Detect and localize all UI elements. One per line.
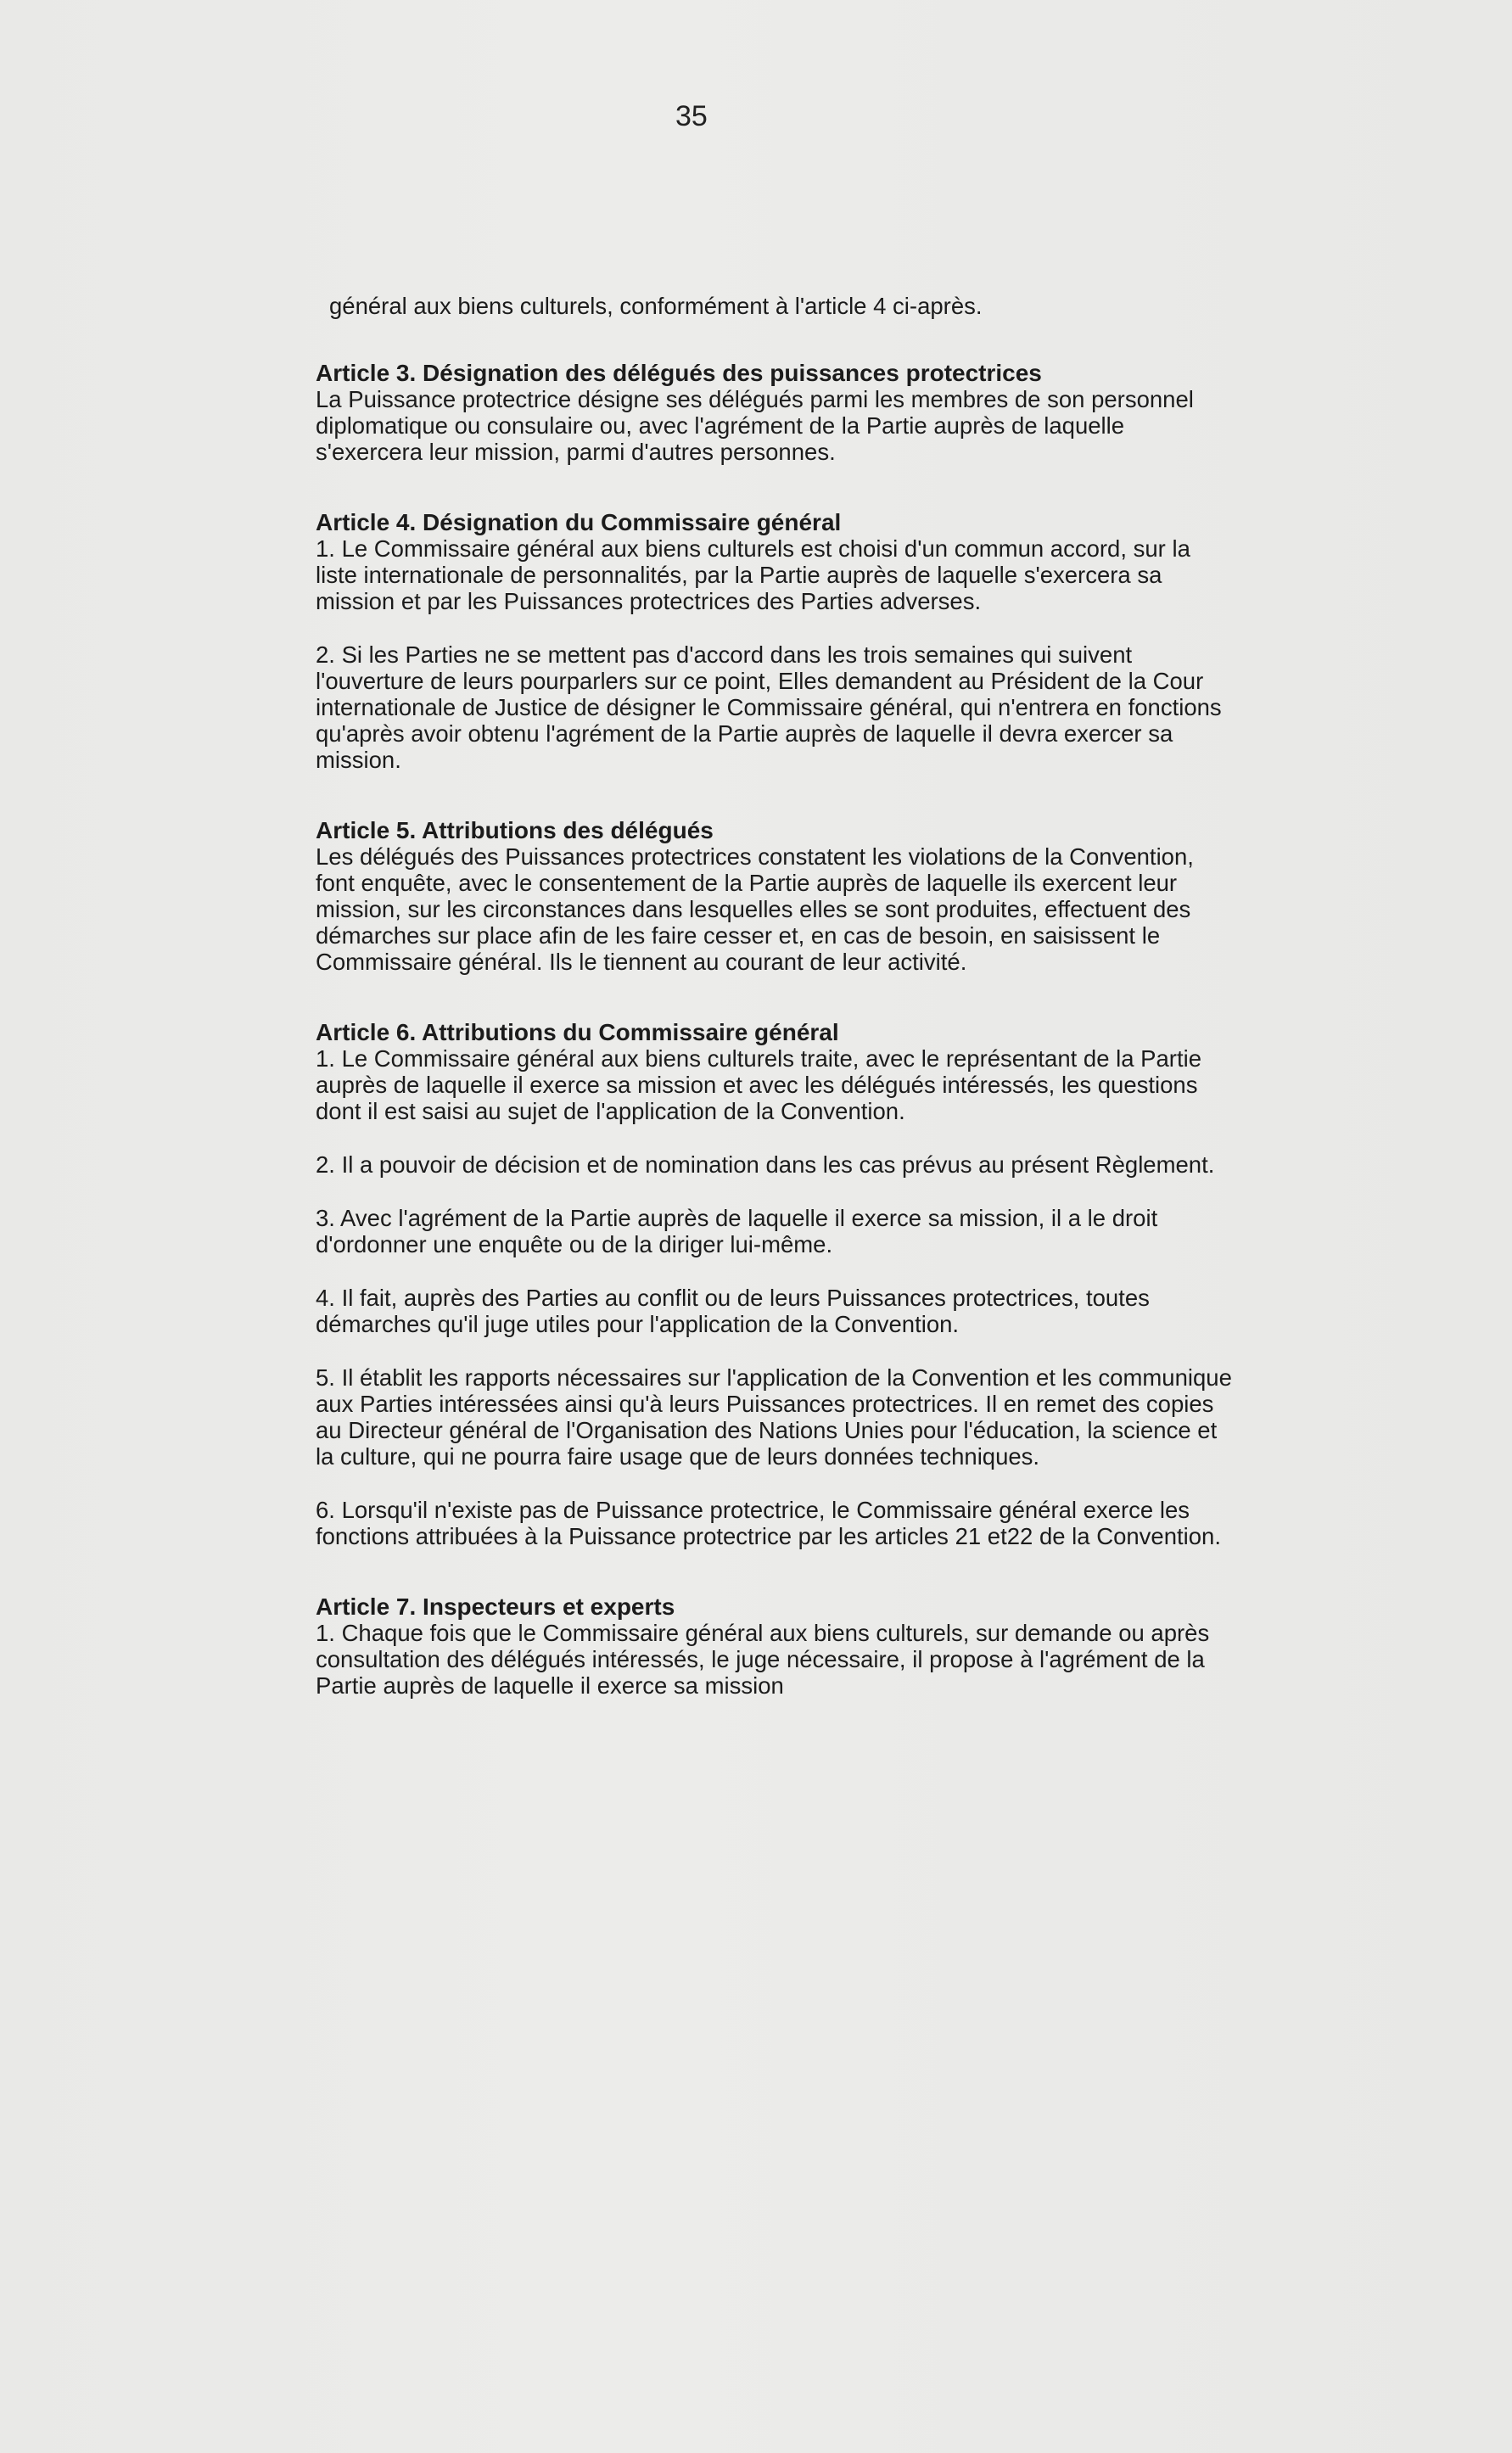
article-heading: Article 3. Désignation des délégués des puissances protectrices bbox=[316, 360, 1042, 386]
article-paragraph: Les délégués des Puissances protectrices constatent les violations de la Convention, font enquête, avec le consentement de la Partie auprès de laquelle ils exercent leur mission, sur les circonstances dans lesquelles elles se sont produites, effectuent des démarches sur place afin de les faire cesser et, en cas de besoin, en saisissent le Commissaire général. Ils le tiennent au courant de leur activité. bbox=[316, 843, 1194, 975]
article-6 bbox=[316, 1019, 1232, 1549]
document-body bbox=[316, 293, 1232, 1743]
article-3 bbox=[316, 360, 1232, 465]
intro-text: général aux biens culturels, conformément à l'article 4 ci-après. bbox=[329, 293, 983, 319]
article-paragraph: 4. Il fait, auprès des Parties au conflit ou de leurs Puissances protectrices, toutes démarches qu'il juge utiles pour l'application de la Convention. bbox=[316, 1285, 1150, 1337]
article-paragraph: 5. Il établit les rapports nécessaires sur l'application de la Convention et les communique aux Parties intéressées ainsi qu'à leurs Puissances protectrices. Il en remet des copies au Directeur général de l'Organisation des Nations Unies pour l'éducation, la science et la culture, qui ne pourra faire usage que de leurs données techniques. bbox=[316, 1364, 1232, 1470]
article-paragraph: 1. Le Commissaire général aux biens culturels traite, avec le représentant de la Partie auprès de laquelle il exerce sa mission et avec les délégués intéressés, les questions dont il est saisi au sujet de l'application de la Convention. bbox=[316, 1045, 1202, 1124]
article-heading: Article 5. Attributions des délégués bbox=[316, 817, 714, 843]
article-paragraph: 1. Le Commissaire général aux biens culturels est choisi d'un commun accord, sur la liste internationale de personnalités, par la Partie auprès de laquelle s'exercera sa mission et par les Puissances protectrices des Parties adverses. bbox=[316, 535, 1190, 614]
article-heading: Article 4. Désignation du Commissaire général bbox=[316, 509, 842, 535]
article-heading: Article 7. Inspecteurs et experts bbox=[316, 1593, 675, 1620]
article-paragraph: 1. Chaque fois que le Commissaire général aux biens culturels, sur demande ou après consultation des délégués intéressés, le juge nécessaire, il propose à l'agrément de la Partie auprès de laquelle il exerce sa mission bbox=[316, 1620, 1210, 1699]
article-5 bbox=[316, 817, 1232, 975]
article-paragraph: 6. Lorsqu'il n'existe pas de Puissance protectrice, le Commissaire général exerce les fonctions attribuées à la Puissance protectrice par les articles 21 et22 de la Convention. bbox=[316, 1497, 1221, 1549]
article-paragraph: 3. Avec l'agrément de la Partie auprès de laquelle il exerce sa mission, il a le droit d'ordonner une enquête ou de la diriger lui-même. bbox=[316, 1205, 1158, 1257]
article-paragraph: 2. Il a pouvoir de décision et de nomination dans les cas prévus au présent Règlement. bbox=[316, 1151, 1215, 1178]
article-heading: Article 6. Attributions du Commissaire général bbox=[316, 1019, 839, 1045]
article-4 bbox=[316, 509, 1232, 773]
article-paragraph: 2. Si les Parties ne se mettent pas d'accord dans les trois semaines qui suivent l'ouverture de leurs pourparlers sur ce point, Elles demandent au Président de la Cour internationale de Justice de désigner le Commissaire général, qui n'entrera en fonctions qu'après avoir obtenu l'agrément de la Partie auprès de laquelle il devra exercer sa mission. bbox=[316, 641, 1222, 773]
page-number: 35 bbox=[675, 100, 708, 132]
article-paragraph: La Puissance protectrice désigne ses délégués parmi les membres de son personnel diplomatique ou consulaire ou, avec l'agrément de la Partie auprès de laquelle s'exercera leur mission, parmi d'autres personnes. bbox=[316, 386, 1194, 465]
article-7 bbox=[316, 1593, 1232, 1699]
